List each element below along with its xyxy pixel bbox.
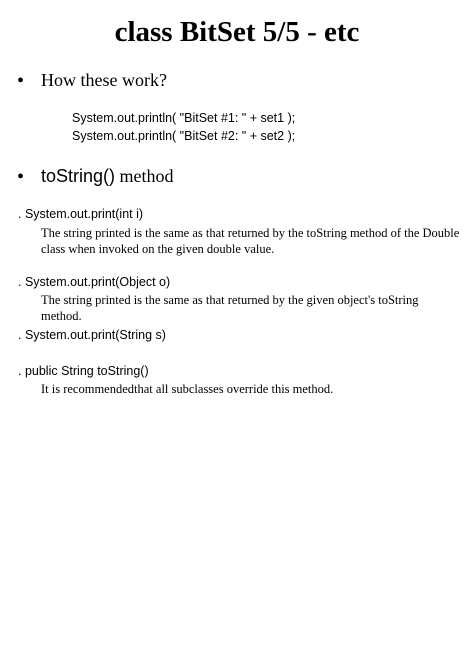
tostring-code: toString() (41, 166, 116, 186)
code-line-set1: System.out.println( "BitSet #1: " + set1 ); (72, 111, 296, 125)
bullet-marker: • (17, 166, 25, 188)
bullet-how-these-work: How these work? (41, 70, 167, 90)
slide-title: class BitSet 5/5 - etc (114, 16, 360, 48)
method-signature-print-string: . System.out.print(String s) (18, 328, 166, 342)
bullet-marker: • (17, 70, 25, 92)
method-signature-tostring: . public String toString() (18, 364, 149, 378)
bullet-tostring-method (41, 166, 174, 187)
method-word: method (115, 166, 174, 186)
method-description-print-int: The string printed is the same as that returned by the toString method of the Double class when invoked on the given double value. (41, 226, 460, 256)
method-description-print-object: The string printed is the same as that returned by the given object's toString method. (41, 293, 419, 323)
code-line-set2: System.out.println( "BitSet #2: " + set2 ); (72, 129, 296, 143)
method-signature-print-int: . System.out.print(int i) (18, 207, 144, 221)
method-signature-print-object: . System.out.print(Object o) (18, 275, 171, 289)
method-description-tostring: It is recommendedthat all subclasses override this method. (41, 382, 334, 396)
